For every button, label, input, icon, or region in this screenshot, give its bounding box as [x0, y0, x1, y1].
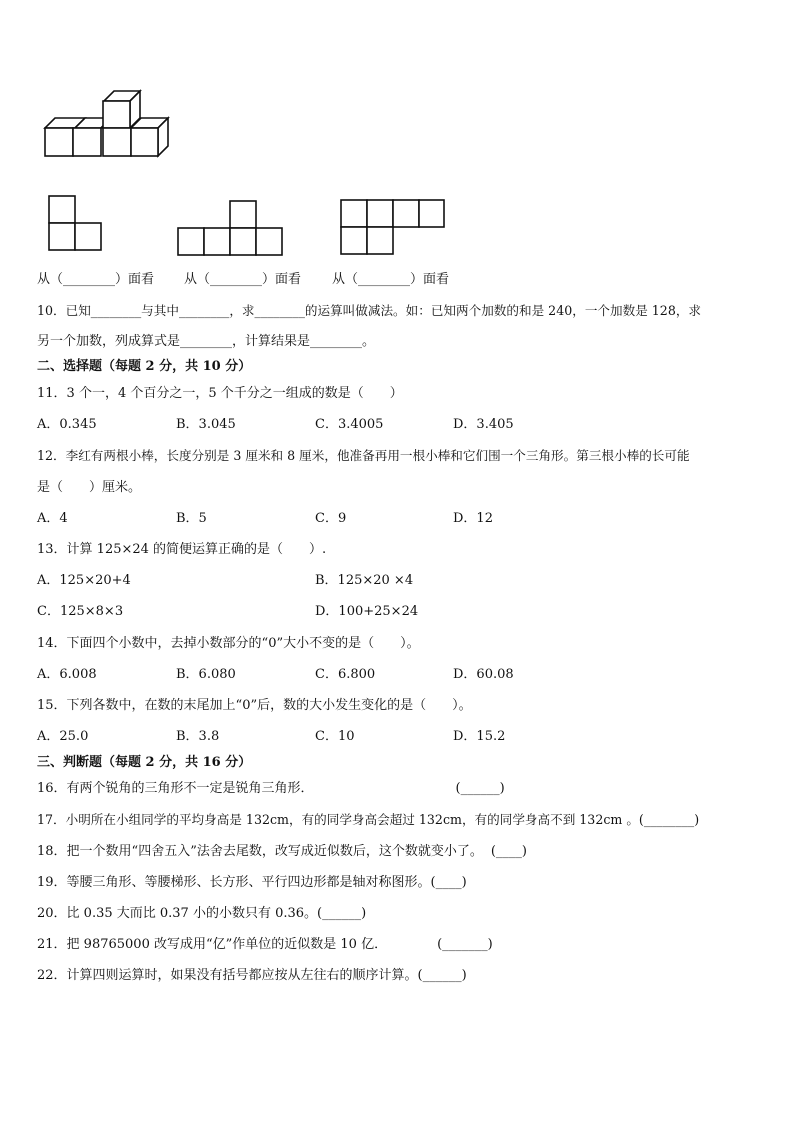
option-d[interactable]: D．100+25×24 [315, 604, 419, 619]
option-d[interactable]: D．15.2 [453, 729, 506, 744]
answer-blank[interactable]: (_______) [437, 937, 493, 952]
answer-blank[interactable]: (______) [455, 781, 505, 796]
section-2-title: 二、选择题（每题 2 分，共 10 分） [37, 359, 252, 374]
view-caption-2: 从（________）面看 [184, 272, 302, 287]
cube-solid-figure [40, 88, 170, 168]
option-b[interactable]: B．3.045 [176, 417, 236, 432]
answer-blank[interactable]: ________ [210, 272, 263, 287]
view-figure-2 [177, 199, 285, 257]
option-c[interactable]: C．125×8×3 [37, 604, 124, 619]
option-c[interactable]: C．6.800 [315, 667, 376, 682]
option-a[interactable]: A．4 [37, 511, 68, 526]
question-17: 17．小明所在小组同学的平均身高是 132cm，有的同学身高会超过 132cm，有的同学身高不到 132cm 。(________) [37, 812, 700, 827]
answer-blank[interactable]: (______) [317, 906, 367, 921]
option-c[interactable]: C．10 [315, 729, 355, 744]
question-11-stem: 11．3 个一，4 个百分之一，5 个千分之一组成的数是（ ） [37, 386, 403, 401]
view-figure-1 [48, 193, 104, 253]
option-d[interactable]: D．60.08 [453, 667, 514, 682]
option-b[interactable]: B．5 [176, 511, 207, 526]
answer-blank[interactable]: ________ [358, 272, 411, 287]
answer-blank[interactable]: (____) [490, 844, 527, 859]
question-14-stem: 14．下面四个小数中，去掉小数部分的“0”大小不变的是（ ）。 [37, 636, 420, 651]
question-20: 20．比 0.35 大而比 0.37 小的小数只有 0.36。(______) [37, 906, 367, 921]
question-12-stem-line-2: 是（ ）厘米。 [37, 480, 142, 495]
section-3-title: 三、判断题（每题 2 分，共 16 分） [37, 755, 252, 770]
question-15-stem: 15．下列各数中，在数的末尾加上“0”后，数的大小发生变化的是（ ）。 [37, 698, 472, 713]
question-19: 19．等腰三角形、等腰梯形、长方形、平行四边形都是轴对称图形。(____) [37, 875, 467, 890]
question-13-stem: 13．计算 125×24 的简便运算正确的是（ ）. [37, 542, 327, 557]
question-10-line-2: 另一个加数，列成算式是________，计算结果是________。 [37, 334, 376, 349]
option-a[interactable]: A．0.345 [37, 417, 97, 432]
option-a[interactable]: A．125×20+4 [37, 573, 131, 588]
option-a[interactable]: A．6.008 [37, 667, 97, 682]
question-12-stem-line-1: 12．李红有两根小棒，长度分别是 3 厘米和 8 厘米，他准备再用一根小棒和它们围一个三角形。第三根小棒的长可能 [37, 448, 690, 463]
question-22: 22．计算四则运算时，如果没有括号都应按从左往右的顺序计算。(______) [37, 968, 467, 983]
option-c[interactable]: C．3.4005 [315, 417, 384, 432]
option-a[interactable]: A．25.0 [37, 729, 89, 744]
view-caption-3: 从（________）面看 [332, 272, 450, 287]
view-figure-3 [340, 197, 448, 255]
question-21: 21．把 98765000 改写成用“亿”作单位的近似数是 10 亿． (_______) [37, 937, 493, 952]
option-b[interactable]: B．3.8 [176, 729, 220, 744]
question-10-line-1: 10．已知________与其中________，求________的运算叫做减法。如：已知两个加数的和是 240，一个加数是 128，求 [37, 303, 702, 318]
option-b[interactable]: B．6.080 [176, 667, 236, 682]
question-16: 16．有两个锐角的三角形不一定是锐角三角形． (______) [37, 781, 505, 796]
view-caption-1: 从（________）面看 [37, 272, 155, 287]
answer-blank[interactable]: (____) [430, 875, 467, 890]
question-18: 18．把一个数用“四舍五入”法舍去尾数，改写成近似数后，这个数就变小了。 (____) [37, 844, 527, 859]
option-d[interactable]: D．3.405 [453, 417, 514, 432]
answer-blank[interactable]: ________ [63, 272, 116, 287]
answer-blank[interactable]: (______) [417, 968, 467, 983]
option-b[interactable]: B．125×20 ×4 [315, 573, 414, 588]
answer-blank[interactable]: (________) [638, 812, 700, 827]
option-c[interactable]: C．9 [315, 511, 347, 526]
option-d[interactable]: D．12 [453, 511, 493, 526]
